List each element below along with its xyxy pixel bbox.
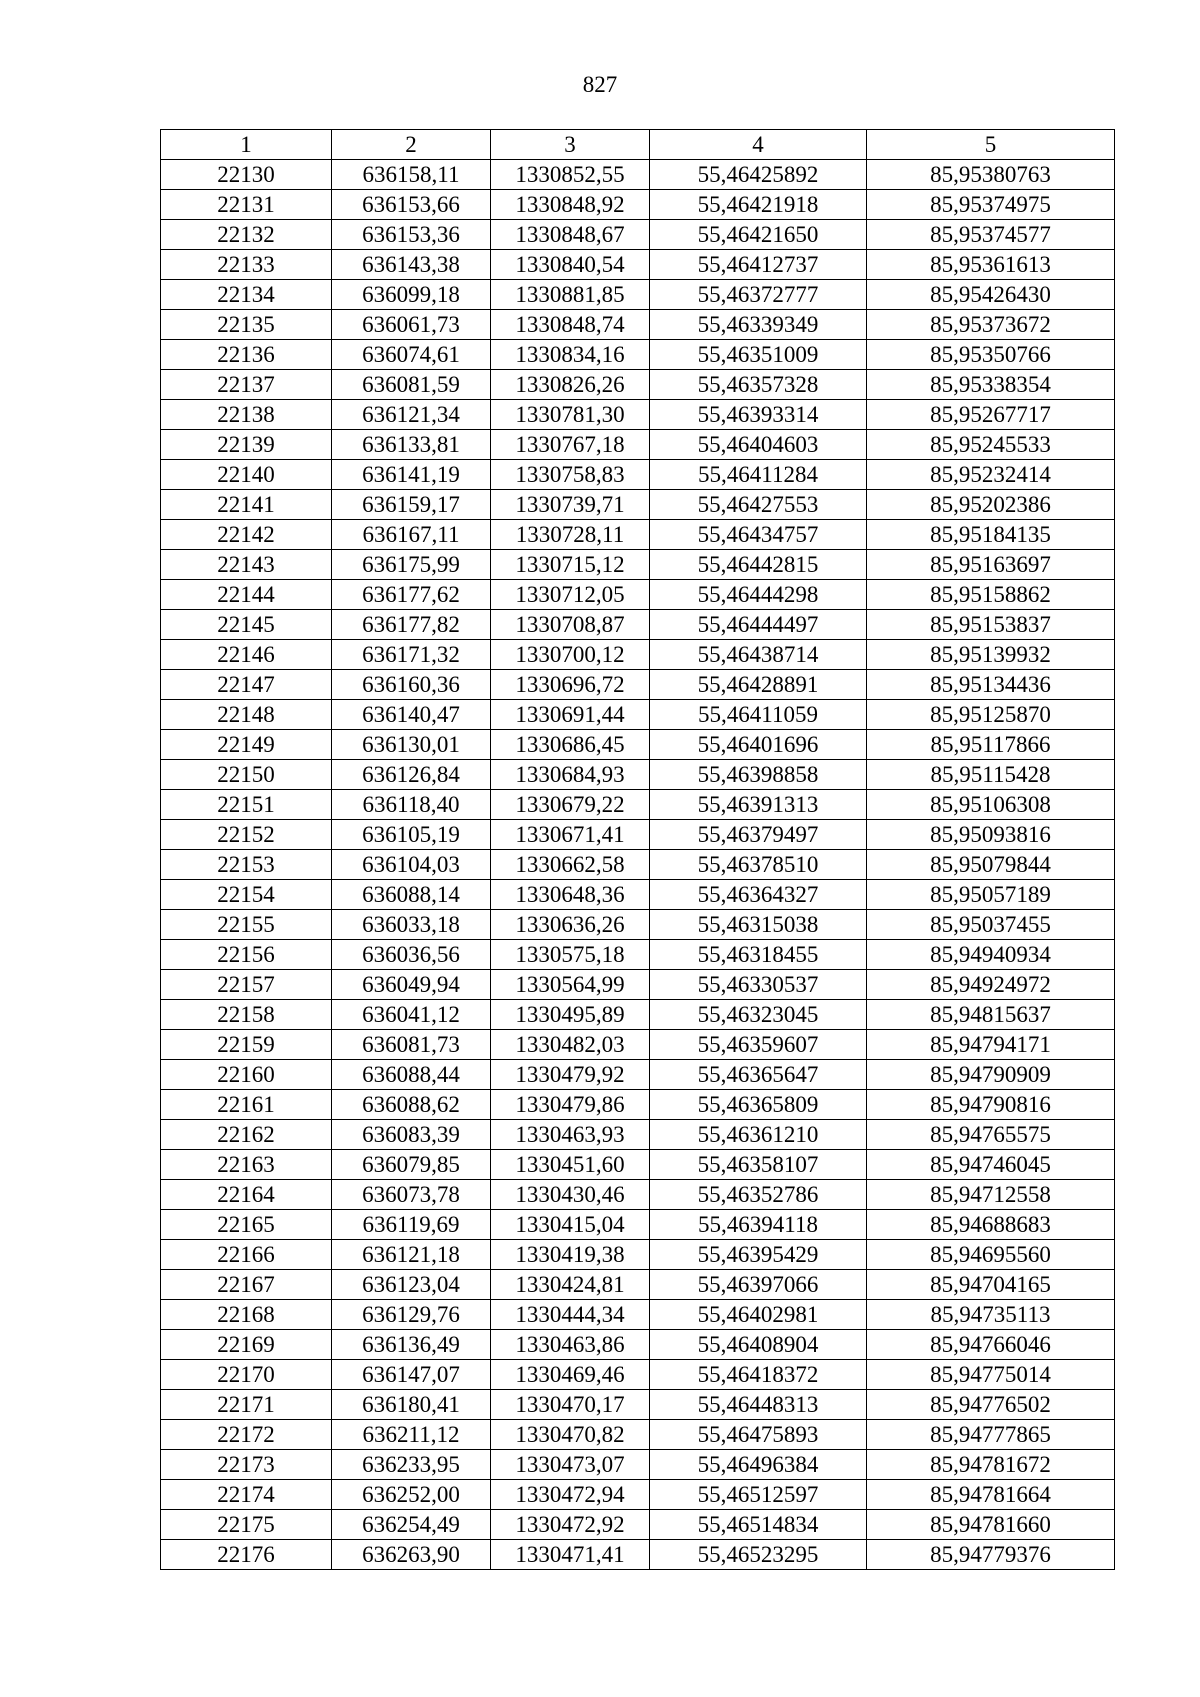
table-cell: 636081,73 <box>332 1030 491 1060</box>
table-cell: 55,46395429 <box>650 1240 867 1270</box>
table-cell: 85,95361613 <box>867 250 1115 280</box>
table-cell: 85,95338354 <box>867 370 1115 400</box>
table-cell: 55,46323045 <box>650 1000 867 1030</box>
table-cell: 1330473,07 <box>491 1450 650 1480</box>
table-cell: 22169 <box>161 1330 332 1360</box>
table-row <box>161 1450 1115 1480</box>
table-cell: 636141,19 <box>332 460 491 490</box>
table-cell: 636041,12 <box>332 1000 491 1030</box>
table-cell: 85,94779376 <box>867 1540 1115 1570</box>
table-cell: 1330834,16 <box>491 340 650 370</box>
table-cell: 636233,95 <box>332 1450 491 1480</box>
table-cell: 22164 <box>161 1180 332 1210</box>
table-cell: 85,95350766 <box>867 340 1115 370</box>
table-cell: 55,46421918 <box>650 190 867 220</box>
table-cell: 22176 <box>161 1540 332 1570</box>
table-cell: 22168 <box>161 1300 332 1330</box>
table-cell: 85,95079844 <box>867 850 1115 880</box>
table-cell: 85,94712558 <box>867 1180 1115 1210</box>
table-cell: 1330424,81 <box>491 1270 650 1300</box>
table-cell: 22174 <box>161 1480 332 1510</box>
table-cell: 85,94695560 <box>867 1240 1115 1270</box>
table-row <box>161 850 1115 880</box>
table-row <box>161 310 1115 340</box>
table-cell: 22130 <box>161 160 332 190</box>
table-cell: 85,95373672 <box>867 310 1115 340</box>
table-cell: 1330419,38 <box>491 1240 650 1270</box>
table-cell: 1330430,46 <box>491 1180 650 1210</box>
table-cell: 1330451,60 <box>491 1150 650 1180</box>
table-row <box>161 370 1115 400</box>
table-cell: 636167,11 <box>332 520 491 550</box>
table-cell: 1330479,86 <box>491 1090 650 1120</box>
table-cell: 1330691,44 <box>491 700 650 730</box>
table-row <box>161 1030 1115 1060</box>
table-cell: 22139 <box>161 430 332 460</box>
table-cell: 636088,62 <box>332 1090 491 1120</box>
table-cell: 22144 <box>161 580 332 610</box>
table-cell: 1330636,26 <box>491 910 650 940</box>
table-cell: 55,46475893 <box>650 1420 867 1450</box>
table-cell: 55,46351009 <box>650 340 867 370</box>
table-cell: 55,46411284 <box>650 460 867 490</box>
table-row <box>161 1420 1115 1450</box>
table-cell: 636104,03 <box>332 850 491 880</box>
table-cell: 22149 <box>161 730 332 760</box>
table-cell: 636143,38 <box>332 250 491 280</box>
table-row <box>161 1360 1115 1390</box>
table-cell: 55,46398858 <box>650 760 867 790</box>
table-cell: 55,46411059 <box>650 700 867 730</box>
table-row <box>161 670 1115 700</box>
table-row <box>161 910 1115 940</box>
table-cell: 85,95163697 <box>867 550 1115 580</box>
table-cell: 1330463,86 <box>491 1330 650 1360</box>
table-cell: 85,94704165 <box>867 1270 1115 1300</box>
table-cell: 1330686,45 <box>491 730 650 760</box>
table-cell: 1330662,58 <box>491 850 650 880</box>
table-row <box>161 1210 1115 1240</box>
table-row <box>161 1180 1115 1210</box>
table-row <box>161 790 1115 820</box>
table-row <box>161 970 1115 1000</box>
table-cell: 1330495,89 <box>491 1000 650 1030</box>
table-cell: 85,94781672 <box>867 1450 1115 1480</box>
table-cell: 55,46352786 <box>650 1180 867 1210</box>
table-cell: 85,95380763 <box>867 160 1115 190</box>
table-cell: 55,46434757 <box>650 520 867 550</box>
table-cell: 55,46401696 <box>650 730 867 760</box>
table-cell: 1330728,11 <box>491 520 650 550</box>
table-cell: 85,95153837 <box>867 610 1115 640</box>
table-cell: 1330708,87 <box>491 610 650 640</box>
table-row <box>161 160 1115 190</box>
table-cell: 55,46315038 <box>650 910 867 940</box>
table-cell: 1330471,41 <box>491 1540 650 1570</box>
table-cell: 1330648,36 <box>491 880 650 910</box>
table-cell: 636177,82 <box>332 610 491 640</box>
table-cell: 1330715,12 <box>491 550 650 580</box>
table-cell: 636159,17 <box>332 490 491 520</box>
table-row <box>161 1120 1115 1150</box>
table-cell: 22133 <box>161 250 332 280</box>
table-cell: 85,94815637 <box>867 1000 1115 1030</box>
table-cell: 636073,78 <box>332 1180 491 1210</box>
table-cell: 1330826,26 <box>491 370 650 400</box>
table-row <box>161 430 1115 460</box>
table-cell: 1330848,67 <box>491 220 650 250</box>
table-cell: 55,46421650 <box>650 220 867 250</box>
table-cell: 85,95115428 <box>867 760 1115 790</box>
table-row <box>161 1150 1115 1180</box>
table-row <box>161 1480 1115 1510</box>
table-cell: 55,46379497 <box>650 820 867 850</box>
table-cell: 22175 <box>161 1510 332 1540</box>
table-cell: 22155 <box>161 910 332 940</box>
table-row <box>161 1090 1115 1120</box>
table-cell: 55,46361210 <box>650 1120 867 1150</box>
table-cell: 22172 <box>161 1420 332 1450</box>
table-cell: 636129,76 <box>332 1300 491 1330</box>
table-cell: 1330712,05 <box>491 580 650 610</box>
table-cell: 85,94735113 <box>867 1300 1115 1330</box>
table-cell: 1330564,99 <box>491 970 650 1000</box>
table-cell: 22143 <box>161 550 332 580</box>
table-cell: 636153,66 <box>332 190 491 220</box>
table-header-row <box>161 130 1115 160</box>
table-cell: 1330700,12 <box>491 640 650 670</box>
table-cell: 1330767,18 <box>491 430 650 460</box>
table-cell: 22132 <box>161 220 332 250</box>
table-cell: 55,46514834 <box>650 1510 867 1540</box>
table-cell: 1330479,92 <box>491 1060 650 1090</box>
table-row <box>161 1240 1115 1270</box>
table-cell: 22138 <box>161 400 332 430</box>
table-cell: 1330881,85 <box>491 280 650 310</box>
table-row <box>161 1540 1115 1570</box>
table-cell: 636171,32 <box>332 640 491 670</box>
table-cell: 55,46408904 <box>650 1330 867 1360</box>
table-row <box>161 490 1115 520</box>
table-cell: 85,94777865 <box>867 1420 1115 1450</box>
table-cell: 55,46358107 <box>650 1150 867 1180</box>
table-cell: 22148 <box>161 700 332 730</box>
column-header: 4 <box>650 130 867 160</box>
table-cell: 1330415,04 <box>491 1210 650 1240</box>
table-cell: 1330671,41 <box>491 820 650 850</box>
table-row <box>161 400 1115 430</box>
table-cell: 22161 <box>161 1090 332 1120</box>
page-number: 827 <box>582 72 618 97</box>
table-cell: 1330470,82 <box>491 1420 650 1450</box>
table-cell: 1330472,94 <box>491 1480 650 1510</box>
table-cell: 636130,01 <box>332 730 491 760</box>
table-row <box>161 250 1115 280</box>
table-row <box>161 460 1115 490</box>
table-cell: 55,46372777 <box>650 280 867 310</box>
table-cell: 636049,94 <box>332 970 491 1000</box>
table-cell: 636211,12 <box>332 1420 491 1450</box>
table-cell: 55,46444497 <box>650 610 867 640</box>
table-cell: 55,46412737 <box>650 250 867 280</box>
table-cell: 22142 <box>161 520 332 550</box>
table-cell: 55,46428891 <box>650 670 867 700</box>
table-cell: 85,95134436 <box>867 670 1115 700</box>
table-cell: 55,46425892 <box>650 160 867 190</box>
table-cell: 55,46448313 <box>650 1390 867 1420</box>
table-cell: 636036,56 <box>332 940 491 970</box>
table-cell: 55,46339349 <box>650 310 867 340</box>
table-cell: 85,95139932 <box>867 640 1115 670</box>
table-cell: 22140 <box>161 460 332 490</box>
table-cell: 1330482,03 <box>491 1030 650 1060</box>
table-cell: 85,94746045 <box>867 1150 1115 1180</box>
table-cell: 636121,34 <box>332 400 491 430</box>
table-row <box>161 1060 1115 1090</box>
table-cell: 636119,69 <box>332 1210 491 1240</box>
table-cell: 85,95125870 <box>867 700 1115 730</box>
table-cell: 55,46364327 <box>650 880 867 910</box>
table-cell: 1330852,55 <box>491 160 650 190</box>
table-cell: 55,46402981 <box>650 1300 867 1330</box>
table-cell: 636061,73 <box>332 310 491 340</box>
table-cell: 55,46442815 <box>650 550 867 580</box>
table-cell: 636175,99 <box>332 550 491 580</box>
table-cell: 55,46359607 <box>650 1030 867 1060</box>
table-cell: 22171 <box>161 1390 332 1420</box>
table-cell: 55,46418372 <box>650 1360 867 1390</box>
table-cell: 85,94688683 <box>867 1210 1115 1240</box>
table-cell: 55,46444298 <box>650 580 867 610</box>
table-row <box>161 820 1115 850</box>
table-cell: 22147 <box>161 670 332 700</box>
table-cell: 85,94940934 <box>867 940 1115 970</box>
table-cell: 636177,62 <box>332 580 491 610</box>
table-cell: 55,46378510 <box>650 850 867 880</box>
table-cell: 55,46397066 <box>650 1270 867 1300</box>
table-cell: 1330840,54 <box>491 250 650 280</box>
table-cell: 1330696,72 <box>491 670 650 700</box>
table-body <box>161 160 1115 1570</box>
table-row <box>161 220 1115 250</box>
table-cell: 636118,40 <box>332 790 491 820</box>
table-row <box>161 610 1115 640</box>
table-cell: 22152 <box>161 820 332 850</box>
table-cell: 636088,14 <box>332 880 491 910</box>
table-cell: 55,46318455 <box>650 940 867 970</box>
table-cell: 85,95245533 <box>867 430 1115 460</box>
table-cell: 85,94775014 <box>867 1360 1115 1390</box>
table-cell: 22162 <box>161 1120 332 1150</box>
table-cell: 1330679,22 <box>491 790 650 820</box>
table-cell: 22135 <box>161 310 332 340</box>
table-cell: 1330684,93 <box>491 760 650 790</box>
table-row <box>161 1390 1115 1420</box>
table-cell: 1330848,92 <box>491 190 650 220</box>
table-cell: 85,95106308 <box>867 790 1115 820</box>
table-cell: 636263,90 <box>332 1540 491 1570</box>
table-cell: 1330444,34 <box>491 1300 650 1330</box>
table-cell: 22159 <box>161 1030 332 1060</box>
table-cell: 55,46394118 <box>650 1210 867 1240</box>
table-row <box>161 190 1115 220</box>
table-cell: 636140,47 <box>332 700 491 730</box>
table-cell: 85,94794171 <box>867 1030 1115 1060</box>
table-cell: 22154 <box>161 880 332 910</box>
table-cell: 22170 <box>161 1360 332 1390</box>
table-cell: 22156 <box>161 940 332 970</box>
table-cell: 22151 <box>161 790 332 820</box>
table-cell: 636133,81 <box>332 430 491 460</box>
table-cell: 636099,18 <box>332 280 491 310</box>
table-row <box>161 940 1115 970</box>
table-cell: 22137 <box>161 370 332 400</box>
table-cell: 22166 <box>161 1240 332 1270</box>
table-cell: 636083,39 <box>332 1120 491 1150</box>
column-header: 3 <box>491 130 650 160</box>
table-cell: 85,95158862 <box>867 580 1115 610</box>
table-row <box>161 700 1115 730</box>
table-cell: 55,46391313 <box>650 790 867 820</box>
table-cell: 636033,18 <box>332 910 491 940</box>
table-cell: 22160 <box>161 1060 332 1090</box>
table-cell: 636079,85 <box>332 1150 491 1180</box>
table-cell: 85,95202386 <box>867 490 1115 520</box>
table-cell: 85,94790909 <box>867 1060 1115 1090</box>
table-cell: 636180,41 <box>332 1390 491 1420</box>
table-cell: 636123,04 <box>332 1270 491 1300</box>
table-cell: 22167 <box>161 1270 332 1300</box>
table-cell: 1330848,74 <box>491 310 650 340</box>
table-cell: 55,46404603 <box>650 430 867 460</box>
table-cell: 636121,18 <box>332 1240 491 1270</box>
table-cell: 1330758,83 <box>491 460 650 490</box>
table-cell: 85,94924972 <box>867 970 1115 1000</box>
table-cell: 636153,36 <box>332 220 491 250</box>
table-cell: 55,46438714 <box>650 640 867 670</box>
table-cell: 1330739,71 <box>491 490 650 520</box>
table-cell: 85,95374975 <box>867 190 1115 220</box>
table-cell: 636136,49 <box>332 1330 491 1360</box>
table-cell: 636088,44 <box>332 1060 491 1090</box>
table-cell: 85,94790816 <box>867 1090 1115 1120</box>
table-cell: 636158,11 <box>332 160 491 190</box>
table-cell: 1330781,30 <box>491 400 650 430</box>
table-cell: 22131 <box>161 190 332 220</box>
table-cell: 55,46357328 <box>650 370 867 400</box>
table-cell: 85,95426430 <box>867 280 1115 310</box>
table-cell: 636254,49 <box>332 1510 491 1540</box>
table-cell: 1330575,18 <box>491 940 650 970</box>
table-cell: 22173 <box>161 1450 332 1480</box>
table-row <box>161 1000 1115 1030</box>
table-cell: 85,94765575 <box>867 1120 1115 1150</box>
table-cell: 55,46330537 <box>650 970 867 1000</box>
table-row <box>161 1270 1115 1300</box>
table-row <box>161 760 1115 790</box>
table-cell: 1330463,93 <box>491 1120 650 1150</box>
table-cell: 1330469,46 <box>491 1360 650 1390</box>
table-cell: 22141 <box>161 490 332 520</box>
table-cell: 85,94781664 <box>867 1480 1115 1510</box>
table-row <box>161 280 1115 310</box>
table-cell: 85,95374577 <box>867 220 1115 250</box>
table-cell: 55,46496384 <box>650 1450 867 1480</box>
table-cell: 85,95184135 <box>867 520 1115 550</box>
table-row <box>161 1300 1115 1330</box>
table-cell: 636074,61 <box>332 340 491 370</box>
table-cell: 55,46393314 <box>650 400 867 430</box>
table-cell: 22158 <box>161 1000 332 1030</box>
table-cell: 85,95267717 <box>867 400 1115 430</box>
table-row <box>161 730 1115 760</box>
table-cell: 22146 <box>161 640 332 670</box>
table-cell: 85,95037455 <box>867 910 1115 940</box>
table-cell: 85,94766046 <box>867 1330 1115 1360</box>
table-cell: 22163 <box>161 1150 332 1180</box>
table-cell: 85,95232414 <box>867 460 1115 490</box>
table-cell: 636252,00 <box>332 1480 491 1510</box>
table-cell: 55,46523295 <box>650 1540 867 1570</box>
table-cell: 636147,07 <box>332 1360 491 1390</box>
table-cell: 1330470,17 <box>491 1390 650 1420</box>
table-cell: 22134 <box>161 280 332 310</box>
table-cell: 22145 <box>161 610 332 640</box>
table-row <box>161 520 1115 550</box>
table-cell: 22150 <box>161 760 332 790</box>
column-header: 2 <box>332 130 491 160</box>
table-row <box>161 1510 1115 1540</box>
table-row <box>161 580 1115 610</box>
table-cell: 55,46365809 <box>650 1090 867 1120</box>
table-cell: 22157 <box>161 970 332 1000</box>
table-cell: 636126,84 <box>332 760 491 790</box>
table-cell: 85,95117866 <box>867 730 1115 760</box>
table-cell: 22165 <box>161 1210 332 1240</box>
column-header: 1 <box>161 130 332 160</box>
table-row <box>161 340 1115 370</box>
table-cell: 636081,59 <box>332 370 491 400</box>
table-row <box>161 880 1115 910</box>
column-header: 5 <box>867 130 1115 160</box>
table-cell: 55,46427553 <box>650 490 867 520</box>
table-cell: 55,46365647 <box>650 1060 867 1090</box>
table-cell: 55,46512597 <box>650 1480 867 1510</box>
table-cell: 636105,19 <box>332 820 491 850</box>
table-cell: 85,94776502 <box>867 1390 1115 1420</box>
table-cell: 22153 <box>161 850 332 880</box>
table-cell: 85,95093816 <box>867 820 1115 850</box>
table-cell: 636160,36 <box>332 670 491 700</box>
coordinates-table <box>160 129 1115 1570</box>
table-row <box>161 550 1115 580</box>
table-cell: 1330472,92 <box>491 1510 650 1540</box>
table-row <box>161 1330 1115 1360</box>
table-row <box>161 640 1115 670</box>
table-cell: 85,94781660 <box>867 1510 1115 1540</box>
table-cell: 85,95057189 <box>867 880 1115 910</box>
table-cell: 22136 <box>161 340 332 370</box>
